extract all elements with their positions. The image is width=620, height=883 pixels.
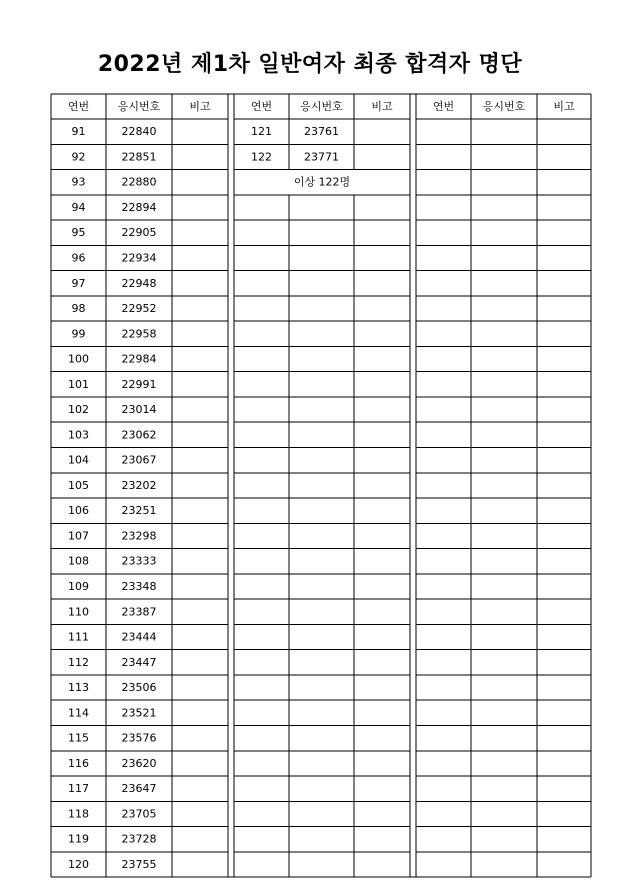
exam-number: 23576 <box>121 731 157 745</box>
serial-number: 106 <box>68 504 89 518</box>
column-header: 비고 <box>189 100 211 113</box>
serial-number: 91 <box>71 125 86 139</box>
exam-number: 23647 <box>121 782 157 796</box>
serial-number: 103 <box>68 428 89 442</box>
exam-number: 22851 <box>121 150 157 164</box>
exam-number: 22934 <box>121 251 157 265</box>
serial-number: 102 <box>68 403 89 417</box>
serial-number: 113 <box>68 681 89 695</box>
exam-number: 23298 <box>121 529 157 543</box>
exam-number: 22958 <box>121 327 157 341</box>
serial-number: 96 <box>71 251 86 265</box>
serial-number: 95 <box>71 226 86 240</box>
summary-text: 이상 122명 <box>293 175 351 189</box>
serial-number: 108 <box>68 554 89 568</box>
exam-number: 22952 <box>121 302 157 316</box>
exam-number: 23771 <box>304 150 339 164</box>
column-header: 연번 <box>250 100 273 113</box>
exam-number: 23333 <box>121 554 157 568</box>
column-header: 응시번호 <box>300 100 343 113</box>
exam-number: 23447 <box>121 655 157 669</box>
serial-number: 93 <box>71 175 86 189</box>
exam-number: 23202 <box>121 478 157 492</box>
exam-number: 22905 <box>121 226 157 240</box>
exam-number: 23014 <box>121 403 157 417</box>
serial-number: 104 <box>68 453 89 467</box>
serial-number: 121 <box>251 125 272 139</box>
serial-number: 109 <box>68 579 89 593</box>
serial-number: 118 <box>68 807 89 821</box>
serial-number: 99 <box>71 327 86 341</box>
serial-number: 110 <box>68 605 89 619</box>
serial-number: 100 <box>68 352 89 366</box>
serial-number: 94 <box>71 200 86 214</box>
column-header: 연번 <box>67 100 90 113</box>
serial-number: 107 <box>68 529 89 543</box>
exam-number: 22991 <box>121 377 157 391</box>
serial-number: 112 <box>68 655 89 669</box>
serial-number: 119 <box>68 832 89 846</box>
column-header: 연번 <box>432 100 455 113</box>
exam-number: 22984 <box>121 352 157 366</box>
exam-number: 23728 <box>121 832 157 846</box>
serial-number: 98 <box>71 302 86 316</box>
serial-number: 105 <box>68 478 89 492</box>
column-header: 비고 <box>553 100 575 113</box>
column-header: 응시번호 <box>482 100 526 113</box>
serial-number: 101 <box>68 377 89 391</box>
column-header: 비고 <box>371 100 393 113</box>
exam-number: 22880 <box>121 175 157 189</box>
serial-number: 116 <box>68 756 89 770</box>
exam-number: 23348 <box>121 579 157 593</box>
exam-number: 23705 <box>121 807 157 821</box>
exam-number: 22840 <box>121 125 157 139</box>
exam-number: 23062 <box>121 428 157 442</box>
exam-number: 22894 <box>121 200 157 214</box>
exam-number: 23755 <box>121 857 157 871</box>
exam-number: 23620 <box>121 756 157 770</box>
exam-number: 23387 <box>121 605 157 619</box>
serial-number: 114 <box>68 706 89 720</box>
serial-number: 111 <box>68 630 89 644</box>
serial-number: 120 <box>68 857 89 871</box>
serial-number: 122 <box>251 150 272 164</box>
exam-number: 22948 <box>121 276 157 290</box>
page-title: 2022년 제1차 일반여자 최종 합격자 명단 <box>97 52 523 77</box>
serial-number: 92 <box>71 150 86 164</box>
serial-number: 115 <box>68 731 89 745</box>
exam-number: 23761 <box>304 125 339 139</box>
exam-number: 23444 <box>121 630 157 644</box>
exam-number: 23067 <box>121 453 157 467</box>
exam-number: 23521 <box>121 706 157 720</box>
serial-number: 97 <box>71 276 86 290</box>
column-header: 응시번호 <box>117 100 161 113</box>
serial-number: 117 <box>68 782 89 796</box>
exam-number: 23506 <box>121 681 157 695</box>
exam-number: 23251 <box>121 504 157 518</box>
